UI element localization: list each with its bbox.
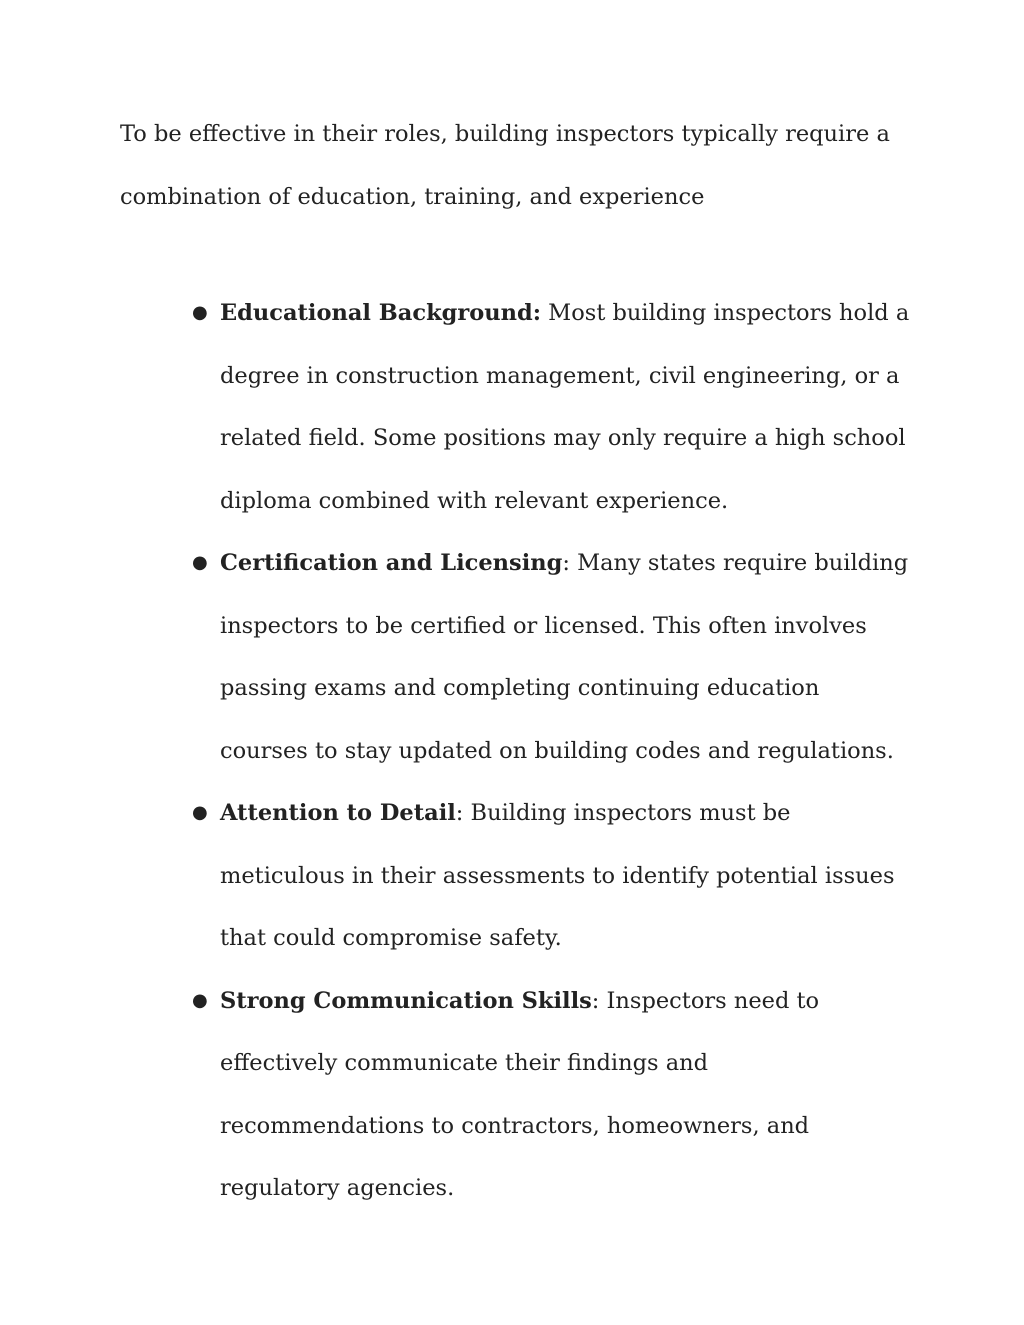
list-item-communication-skills bbox=[120, 970, 910, 1220]
list-item-term: Strong Communication Skills bbox=[220, 987, 592, 1014]
bullet-icon: ● bbox=[192, 552, 208, 573]
list-item-text: Inspectors need to effectively communicate their findings and recommendations to contractors, homeowners, and regulatory agencies. bbox=[220, 987, 820, 1201]
list-item-certification-licensing bbox=[120, 532, 910, 782]
list-item-text: Most building inspectors hold a degree in construction management, civil engineering, or a related field. Some positions may only require a high school diploma combined with relevant experience. bbox=[220, 300, 910, 514]
intro-paragraph: To be effective in their roles, building inspectors typically require a combination of education, training, and experience bbox=[120, 121, 890, 210]
list-item-text: Many states require building inspectors to be certified or licensed. This often involves passing exams and completing continuing education courses to stay updated on building codes and regulations. bbox=[220, 550, 909, 764]
bullet-icon: ● bbox=[192, 302, 208, 323]
list-item-term: Educational Background: bbox=[220, 300, 542, 326]
list-item-term: Certification and Licensing bbox=[220, 550, 563, 576]
list-item-separator: : bbox=[591, 987, 600, 1014]
list-item-text: Building inspectors must be meticulous in their assessments to identify potential issues that could compromise safety. bbox=[220, 800, 895, 951]
list-item-educational-background bbox=[120, 282, 910, 532]
list-item-separator: : bbox=[455, 800, 464, 826]
list-item-term: Attention to Detail bbox=[220, 800, 456, 826]
list-item-attention-to-detail bbox=[120, 782, 910, 970]
bullet-icon: ● bbox=[192, 802, 208, 823]
qualifications-list bbox=[120, 282, 910, 1220]
bullet-icon: ● bbox=[192, 989, 208, 1011]
list-item-separator: : bbox=[562, 550, 570, 576]
